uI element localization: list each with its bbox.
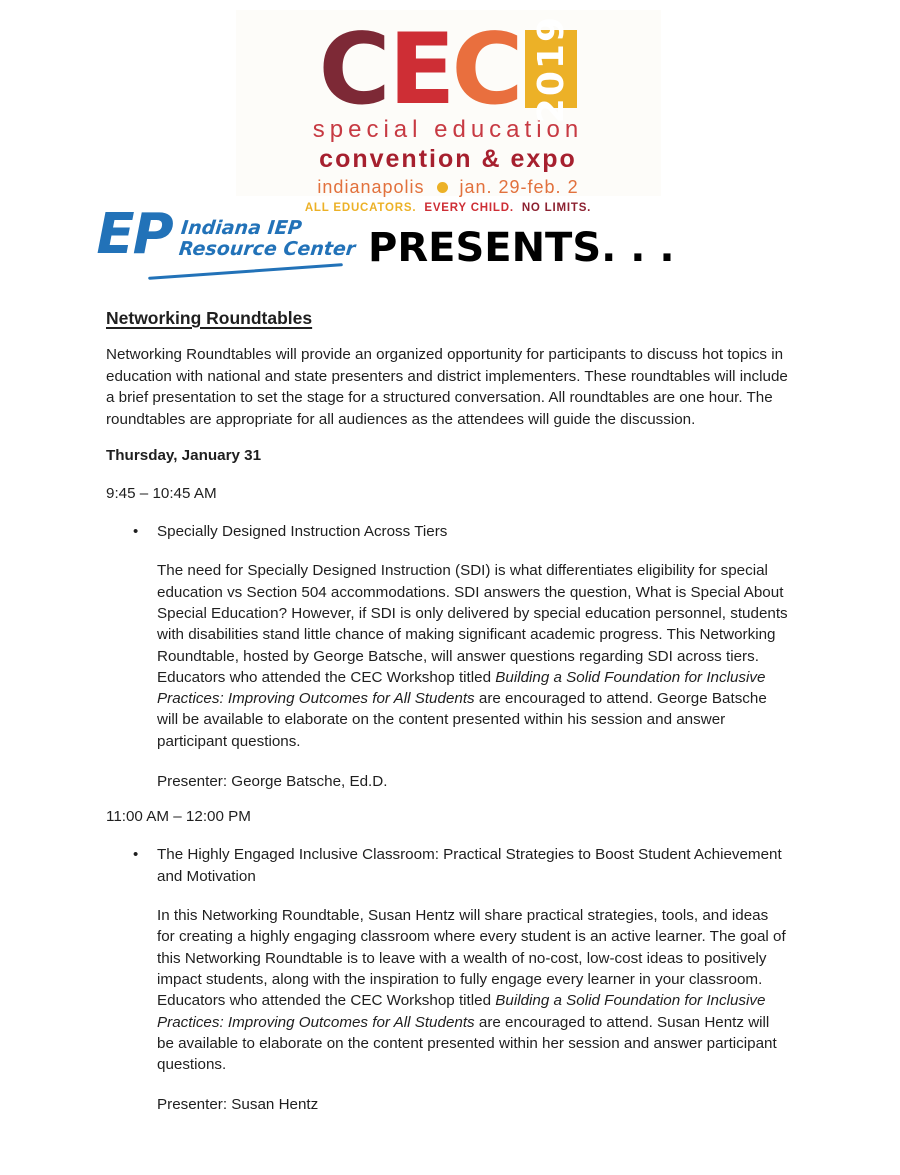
session1-time: 9:45 – 10:45 AM: [106, 484, 217, 502]
session2-topic: The Highly Engaged Inclusive Classroom: Practical Strategies to Boost Student Achievement and Motivation: [157, 846, 782, 885]
session1-topic: Specially Designed Instruction Across Tiers: [157, 522, 448, 540]
session2-presenter: Presenter: Susan Hentz: [157, 1096, 319, 1114]
session1-description: [157, 560, 790, 752]
cec-letter-c2: C: [451, 13, 518, 127]
iep-org-name: [177, 218, 358, 260]
tagline-no-limits: NO LIMITS.: [521, 202, 592, 214]
intro-paragraph: Networking Roundtables will provide an organized opportunity for participants to discuss hot topics in education with national and state presenters and district implementers. These roundtables will include a brief presentation to set the stage for a structured conversation. All roundtables are one hour. The roundtables are appropriate for all audiences as the attendees will guide the discussion.: [106, 346, 788, 428]
tagline-all-educators: ALL EDUCATORS.: [304, 202, 417, 214]
cec-subtitle-special-education: special education: [312, 116, 584, 143]
cec-city: indianapolis: [317, 177, 425, 197]
iep-org-line1: Indiana IEP: [179, 217, 303, 239]
session1-desc-italic-title: Building a Solid Foundation for Inclusive Practices: Improving Outcomes for All Students: [157, 668, 766, 708]
session2-desc-part2: are encouraged to attend. Susan Hentz will be available to elaborate on the content presented within her session and answer participant questions.: [157, 1013, 777, 1074]
cec-location-dates: [236, 177, 661, 198]
date-heading: Thursday, January 31: [106, 447, 262, 465]
indiana-iep-logo: [96, 202, 357, 292]
session2-topic-item: [133, 844, 790, 887]
document-page: [0, 10, 900, 1175]
iep-ep-letters: EP: [96, 202, 172, 267]
presents-heading: PRESENTS. . .: [368, 225, 675, 271]
iep-underline-swoosh: [148, 263, 343, 280]
session1-presenter: Presenter: George Batsche, Ed.D.: [157, 773, 388, 790]
cec-dates: jan. 29-feb. 2: [459, 177, 579, 197]
tagline-every-child: EVERY CHILD.: [424, 202, 514, 214]
bullet-icon: •: [133, 522, 139, 540]
cec-letter-c1: C: [318, 13, 385, 127]
page-title: Networking Roundtables: [106, 308, 313, 328]
cec-letter-e: E: [388, 13, 450, 127]
presents-row: [96, 202, 790, 292]
session2-desc-part1: In this Networking Roundtable, Susan Hentz will share practical strategies, tools, and ideas for creating a highly engaging classroom where every student is an active learner. The goal of this Networking Roundtable is to leave with a wealth of no-cost, low-cost ideas to positively impact students, along with the inspiration to fully engage every learner in your classroom. Educators who attended the CEC Workshop titled: [157, 907, 786, 1010]
cec-year-badge: [525, 14, 577, 124]
cec-year-text: 2019: [530, 14, 572, 124]
cec-convention-logo: [236, 10, 661, 214]
bullet-icon: •: [133, 846, 139, 863]
iep-org-line2: Resource Center: [177, 238, 357, 260]
cec-subtitle-convention-expo: convention & expo: [319, 145, 577, 173]
session1-desc-part1: The need for Specially Designed Instruction (SDI) is what differentiates eligibility for special education vs Section 504 accommodations. SDI answers the question, What is Special About Special Education? However, if SDI is only delivered by special education personnel, students with disabilities stand little chance of making significant academic progress. This Networking Roundtable, hosted by George Batsche, will answer questions regarding SDI across tiers. Educators who attended the CEC Workshop titled: [157, 562, 788, 686]
session2-time: 11:00 AM – 12:00 PM: [106, 808, 251, 825]
cec-wordmark: [236, 13, 661, 127]
session2-description: [157, 905, 790, 1075]
session1-desc-part2: are encouraged to attend. George Batsche will be available to elaborate on the content presented within his session and answer participant questions.: [157, 690, 767, 750]
dot-separator-icon: [437, 182, 448, 193]
session1-topic-item: [133, 521, 790, 543]
session2-desc-italic-title: Building a Solid Foundation for Inclusive Practices: Improving Outcomes for All Students: [157, 992, 766, 1031]
